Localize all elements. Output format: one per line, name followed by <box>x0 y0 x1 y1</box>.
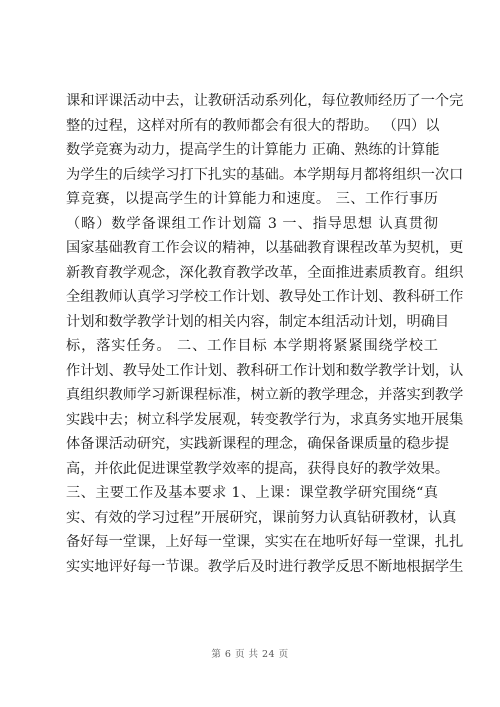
text-line: 高，并依此促进课堂教学效率的提高，获得良好的教学效果。 <box>66 460 450 477</box>
text-line: 真组织教师学习新课程标准，树立新的教学理念，并落实到教学 <box>66 387 464 403</box>
text-line: 为学生的后续学习打下扎实的基础。本学期每月都将组织一次口 <box>66 166 464 183</box>
text-line: 体备课活动研究，实践新课程的理念，确保备课质量的稳步提 <box>66 436 450 452</box>
body-text <box>66 89 464 579</box>
text-line: 整的过程，这样对所有的教师都会有很大的帮助。 （四）以 <box>66 117 440 134</box>
text-line: 实实地评好每一节课。教学后及时进行教学反思不断地根据学生 <box>66 558 464 575</box>
text-line: 作计划、教导处工作计划、教科研工作计划和数学教学计划，认 <box>66 362 464 379</box>
text-line: 实、有效的学习过程”开展研究，课前努力认真钻研教材，认真 <box>66 509 457 526</box>
text-line: 新教育教学观念，深化教育教学改革，全面推进素质教育。组织 <box>66 264 464 281</box>
text-line: 标，落实任务。 二、工作目标 本学期将紧紧围绕学校工 <box>66 338 438 354</box>
text-line: 全组教师认真学习学校工作计划、教导处工作计划、教科研工作 <box>66 289 464 305</box>
text-line: （略）数学备课组工作计划篇 3 一、指导思想 认真贯彻 <box>66 215 438 232</box>
text-line: 数学竞赛为动力，提高学生的计算能力 正确、熟练的计算能 <box>66 142 440 158</box>
page-number: 第 6 页 共 24 页 <box>211 649 289 660</box>
text-line: 算竞赛，以提高学生的计算能力和速度。 三、工作行事历 <box>66 191 438 207</box>
text-line: 实践中去；树立科学发展观，转变教学行为，求真务实地开展集 <box>66 411 464 428</box>
text-line: 备好每一堂课，上好每一堂课，实实在在地听好每一堂课，扎扎 <box>66 534 464 550</box>
text-line: 课和评课活动中去，让教研活动系列化，每位教师经历了一个完 <box>66 93 464 109</box>
text-line: 国家基础教育工作会议的精神，以基础教育课程改革为契机，更 <box>66 240 464 256</box>
text-line: 计划和数学教学计划的相关内容，制定本组活动计划，明确目 <box>66 313 450 330</box>
text-line: 三、主要工作及基本要求 1、上课：课堂教学研究围绕“真 <box>66 485 438 501</box>
